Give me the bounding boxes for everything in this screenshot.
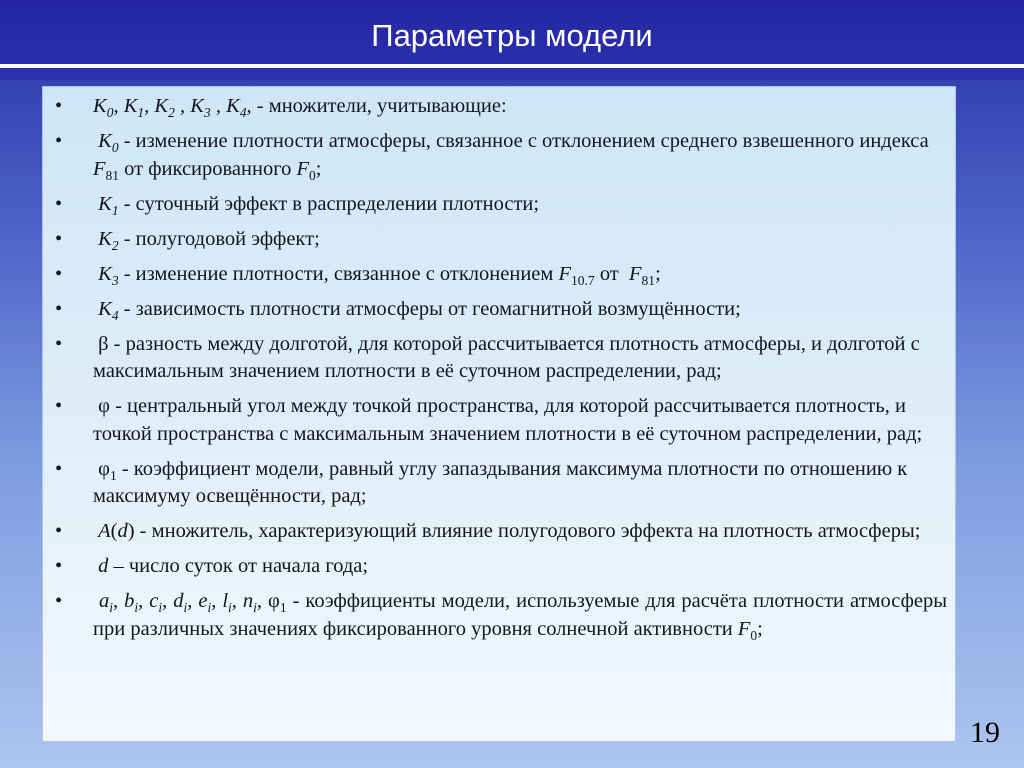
list-item-text: $K_4$ - зависимость плотности атмосферы от геомагнитной возмущённости; xyxy=(98,297,741,323)
bullet-marker: • xyxy=(55,520,63,542)
list-item-text: $K_0$, $K_1$, $K_2$ , $K_3$ , $K_4$, - множители, учитывающие: xyxy=(93,95,507,121)
content-panel xyxy=(42,86,956,742)
bullet-marker: • xyxy=(55,130,63,152)
list-item-text: d – число суток от начала года; xyxy=(98,555,369,577)
slide-title: Параметры модели xyxy=(371,18,653,53)
bullet-marker: • xyxy=(55,227,63,250)
list-item xyxy=(43,588,957,643)
list-item xyxy=(43,331,957,386)
page-number: 19 xyxy=(970,716,1000,749)
bullet-marker: • xyxy=(55,95,63,117)
list-item-text: $K_3$ - изменение плотности, связанное с отклонением $F_{10.7}$ от $F_{81}$; xyxy=(98,262,661,288)
list-item-text: $\varphi_1$ - коэффициент модели, равный углу запаздывания максимума плотности по отношению к максимуму освещённости, рад; xyxy=(93,457,908,507)
list-item-text: β - разность между долготой, для которой рассчитывается плотность атмосферы, и долготой с максимальным значением плотности в её суточном распределении, рад; xyxy=(93,332,920,382)
list-item xyxy=(43,553,957,581)
title-underline xyxy=(0,64,1024,68)
title-bar xyxy=(0,0,1024,80)
list-item xyxy=(43,261,957,289)
list-item xyxy=(43,128,957,183)
bullet-marker: • xyxy=(55,262,63,285)
bullet-marker: • xyxy=(55,395,63,417)
list-item-text: $a_i$, $b_i$, $c_i$, $d_i$, $e_i$, $l_i$, $n_i$, $\varphi_1$ - коэффициенты модели, используемые для расчёта плотности атмосферы при различных значениях фиксированного уровня солнечной активности $F_0$; xyxy=(93,590,948,643)
list-item-text: φ - центральный угол между точкой пространства, для которой рассчитывается плотность, и точкой пространства с максимальным значением плотности в её суточном распределении, рад; xyxy=(93,395,923,445)
list-item xyxy=(43,518,957,546)
list-item-text: $K_1$ - суточный эффект в распределении плотности; xyxy=(98,192,540,218)
list-item xyxy=(43,226,957,254)
bullet-marker: • xyxy=(55,555,63,577)
bullet-marker: • xyxy=(55,192,63,215)
list-item xyxy=(43,191,957,219)
parameter-list xyxy=(43,93,957,651)
list-item-text: $K_2$ - полугодовой эффект; xyxy=(98,227,320,253)
list-item xyxy=(43,296,957,324)
bullet-marker: • xyxy=(55,590,63,612)
list-item-text: A(d) - множитель, характеризующий влияние полугодового эффекта на плотность атмосферы; xyxy=(98,520,921,542)
bullet-marker: • xyxy=(55,332,63,355)
list-item xyxy=(43,93,957,121)
list-item-text: $K_0$ - изменение плотности атмосферы, связанное с отклонением среднего взвешенного индекса $F_{81}$ от фиксированного $F_0$; xyxy=(93,130,929,183)
bullet-marker: • xyxy=(55,457,63,480)
list-item xyxy=(43,393,957,448)
list-item xyxy=(43,456,957,511)
bullet-marker: • xyxy=(55,297,63,320)
